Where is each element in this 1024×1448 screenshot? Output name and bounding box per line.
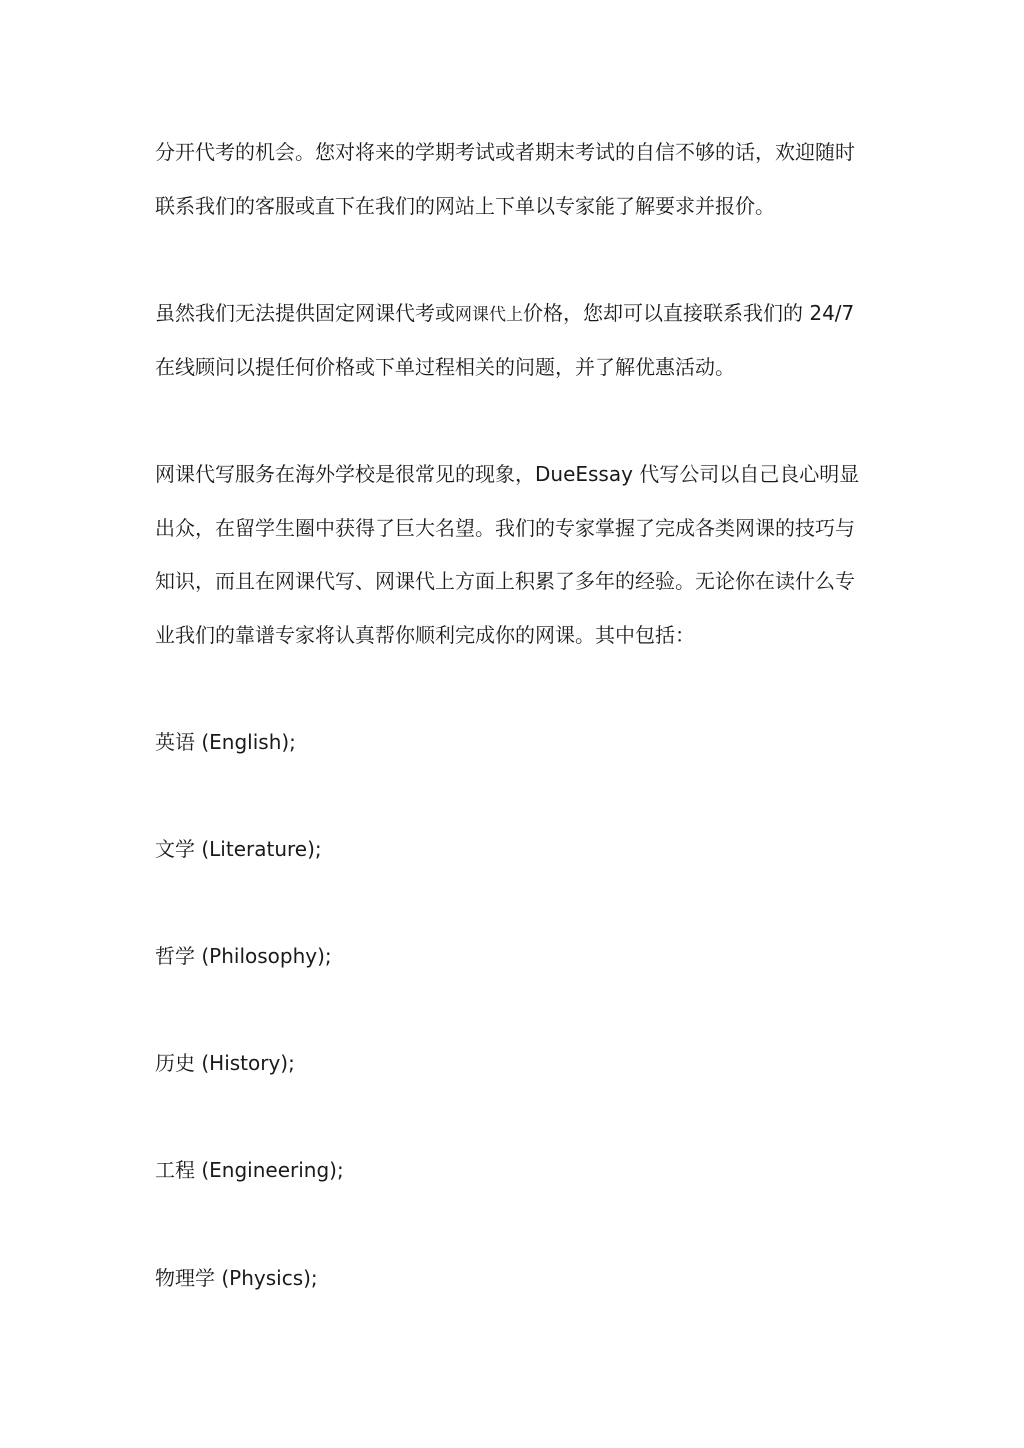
paragraph-3-line-4: 业我们的靠谱专家将认真帮你顺利完成你的网课。其中包括： (155, 623, 695, 647)
subject-item-engineering: 工程 (Engineering); (155, 1158, 344, 1182)
subject-item-history: 历史 (History); (155, 1051, 295, 1075)
paragraph-2-line-2: 在线顾问以提任何价格或下单过程相关的问题，并了解优惠活动。 (155, 355, 735, 379)
paragraph-3-line-2: 出众，在留学生圈中获得了巨大名望。我们的专家掌握了完成各类网课的技巧与 (155, 516, 855, 540)
subject-item-physics: 物理学 (Physics); (155, 1266, 318, 1290)
paragraph-3-line-1: 网课代写服务在海外学校是很常见的现象，DueEssay 代写公司以自己良心明显 (155, 462, 860, 486)
paragraph-3-line-3: 知识，而且在网课代写、网课代上方面上积累了多年的经验。无论你在读什么专 (155, 569, 855, 593)
subject-item-english: 英语 (English); (155, 730, 296, 754)
subject-item-literature: 文学 (Literature); (155, 837, 322, 861)
paragraph-2-line-1 (155, 299, 875, 329)
paragraph-1-line-2: 联系我们的客服或直下在我们的网站上下单以专家能了解要求并报价。 (155, 194, 775, 218)
paragraph-2-line-1-part-b: 网课代上 (455, 305, 523, 325)
subject-item-philosophy: 哲学 (Philosophy); (155, 944, 332, 968)
paragraph-2-line-1-part-a: 虽然我们无法提供固定网课代考或 (155, 301, 455, 325)
paragraph-2-line-1-part-c: 价格，您却可以直接联系我们的 24/7 (523, 301, 855, 325)
paragraph-1-line-1: 分开代考的机会。您对将来的学期考试或者期末考试的自信不够的话，欢迎随时 (155, 140, 855, 164)
